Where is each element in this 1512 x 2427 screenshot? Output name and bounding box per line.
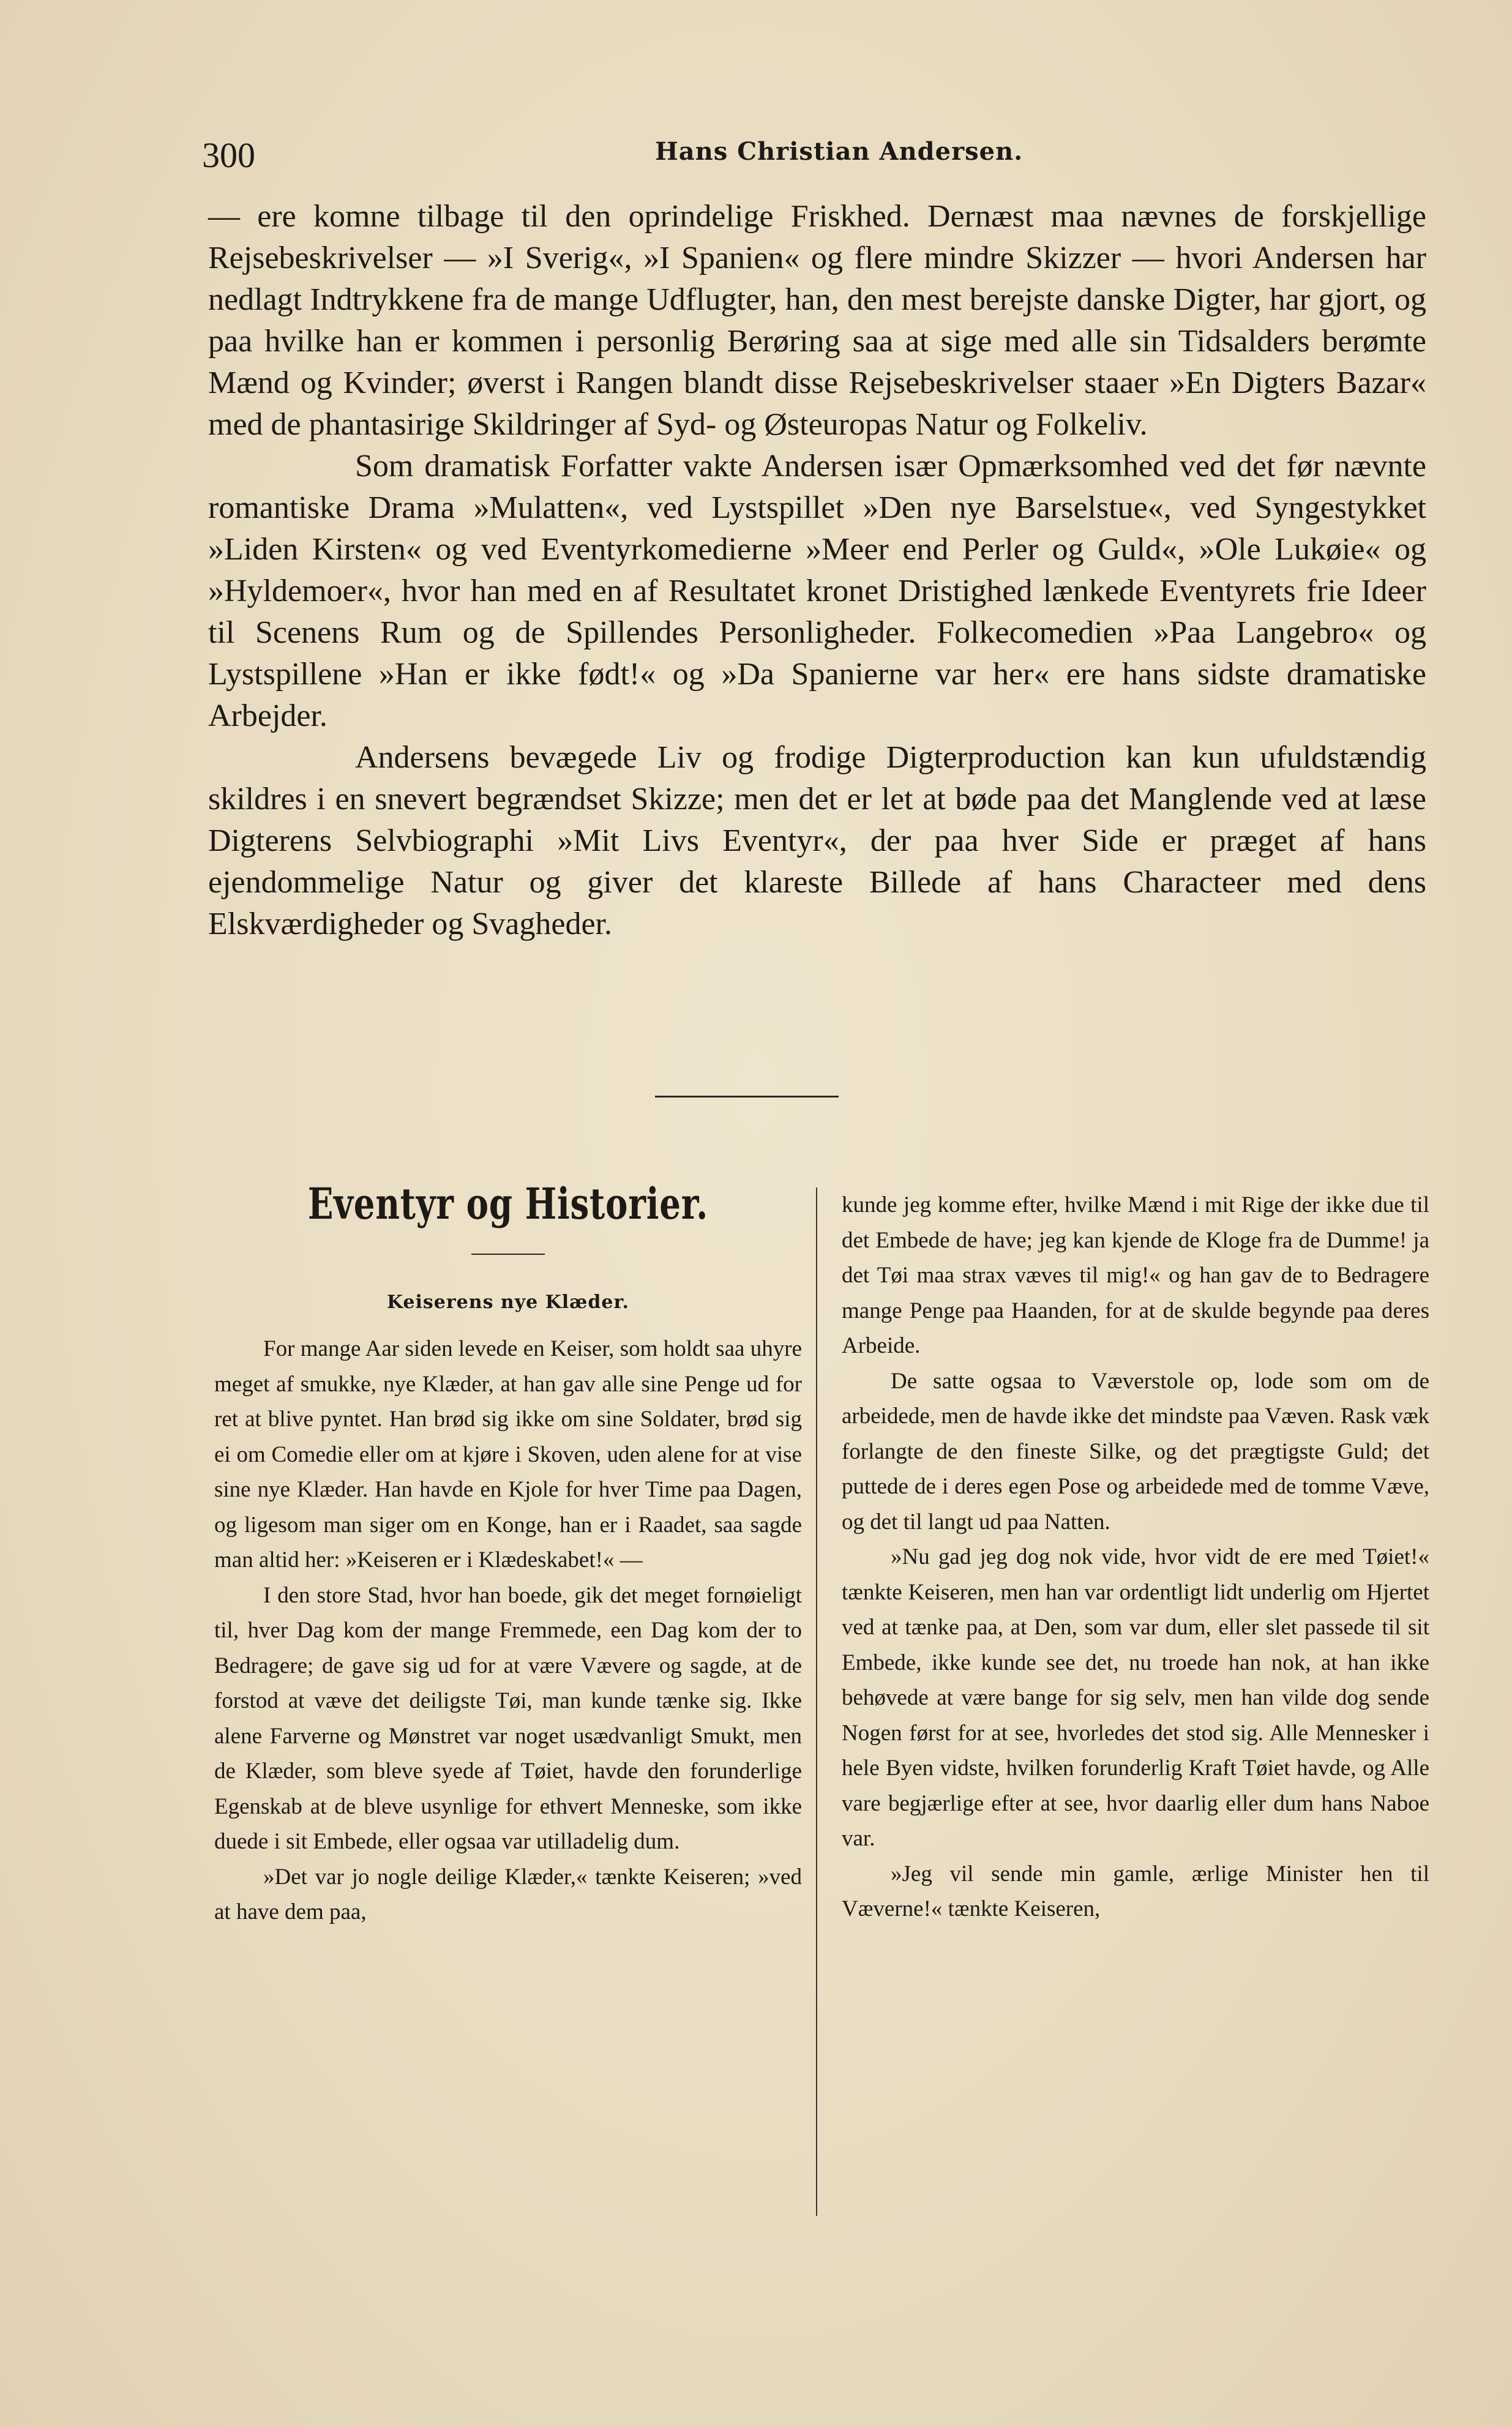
story-title: Keiserens nye Klæder. bbox=[387, 1292, 629, 1313]
paragraph: I den store Stad, hvor han boede, gik det meget fornøieligt til, hver Dag kom der mange Fremmede, een Dag kom der to Bedragere; de gave sig ud for at være Vævere og sagde, at de forstod at væve det deiligste Tøi, man kunde tænke sig. Ikke alene Farverne og Mønstret var noget usædvanligt Smukt, men de Klæder, som bleve syede af Tøiet, havde den forunderlige Egenskab at de bleve usynlige for ethvert Menneske, som ikke duede i sit Embede, eller ogsaa var utilladelig dum. bbox=[214, 1582, 802, 1854]
paragraph: — ere komne tilbage til den oprindelige Friskhed. Dernæst maa nævnes de forskjellige Rejsebeskrivelser — »I Sverig«, »I Spanien« og flere mindre Skizzer — hvori Andersen har nedlagt Indtrykkene fra de mange Udflugter, han, den mest berejste danske Digter, har gjort, og paa hvilke han er kommen i personlig Berøring saa at sige med alle sin Tidsalders berømte Mænd og Kvinder; øverst i Rangen blandt disse Rejsebeskrivelser staaer »En Digters Bazar« med de phantasirige Skildringer af Syd- og Østeuropas Natur og Folkeliv. bbox=[208, 199, 1426, 442]
paragraph: For mange Aar siden levede en Keiser, som holdt saa uhyre meget af smukke, nye Klæder, at han gav alle sine Penge ud for ret at blive pyntet. Han brød sig ikke om sine Soldater, brød sig ei om Comedie eller om at kjøre i Skoven, uden alene for at vise sine nye Klæder. Han havde en Kjole for hver Time paa Dagen, og ligesom man siger om en Konge, han er i Raadet, saa sagde man altid her: »Keiseren er i Klædeskabet!« — bbox=[214, 1336, 802, 1573]
page-header bbox=[202, 129, 1426, 178]
paragraph: kunde jeg komme efter, hvilke Mænd i mit Rige der ikke due til det Embede de have; jeg kan kjende de Kloge fra de Dumme! ja det Tøi maa strax væves til mig!« og han gav de to Bedragere mange Penge paa Haanden, for at de skulde begynde paa deres Arbeide. bbox=[842, 1192, 1429, 1358]
column-divider bbox=[816, 1187, 817, 2216]
paragraph: De satte ogsaa to Væverstole op, lode som om de arbeidede, men de havde ikke det mindste paa Væven. Rask væk forlangte de den fineste Silke, og det prægtigste Guld; det puttede de i deres egen Pose og arbeidede med de tomme Væve, og det til langt ud paa Natten. bbox=[842, 1368, 1429, 1535]
paragraph: Som dramatisk Forfatter vakte Andersen især Opmærksomhed ved det før nævnte romantiske Drama »Mulatten«, ved Lystspillet »Den nye Barselstue«, ved Syngestykket »Liden Kirsten« og ved Eventyrkomedierne »Meer end Perler og Guld«, »Ole Lukøie« og »Hyldemoer«, hvor han med en af Resultatet kronet Dristighed lænkede Eventyrets frie Ideer til Scenens Rum og de Spillendes Personligheder. Folkecomedien »Paa Langebro« og Lystspillene »Han er ikke født!« og »Da Spanierne var her« ere hans sidste dramatiske Arbejder. bbox=[208, 449, 1426, 733]
biography-text bbox=[208, 196, 1426, 945]
running-head: Hans Christian Andersen. bbox=[655, 137, 1024, 166]
section-title: Eventyr og Historier. bbox=[307, 1178, 709, 1229]
right-column bbox=[842, 1187, 1429, 1927]
title-rule bbox=[471, 1254, 545, 1255]
paragraph: »Jeg vil sende min gamle, ærlige Minister hen til Væverne!« tænkte Keiseren, bbox=[842, 1861, 1429, 1921]
left-column bbox=[214, 1178, 802, 1930]
page-number: 300 bbox=[202, 135, 255, 175]
paragraph: Andersens bevægede Liv og frodige Digterproduction kan kun ufuldstændig skildres i en snevert begrændset Skizze; men det er let at bøde paa det Manglende ved at læse Digterens Selvbiographi »Mit Livs Eventyr«, der paa hver Side er præget af hans ejendommelige Natur og giver det klareste Billede af hans Characteer med dens Elskværdigheder og Svagheder. bbox=[208, 740, 1426, 941]
paragraph: »Nu gad jeg dog nok vide, hvor vidt de ere med Tøiet!« tænkte Keiseren, men han var ordentligt lidt underlig om Hjertet ved at tænke paa, at Den, som var dum, eller slet passede til sit Embede, ikke kunde see det, nu troede han nok, at han ikke behøvede at være bange for sig selv, men han vilde dog sende Nogen først for at see, hvorledes det stod sig. Alle Mennesker i hele Byen vidste, hvilken forunderlig Kraft Tøiet havde, og Alle vare begjærlige efter at see, hvor daarlig eller dum hans Naboe var. bbox=[842, 1544, 1429, 1851]
paragraph: »Det var jo nogle deilige Klæder,« tænkte Keiseren; »ved at have dem paa, bbox=[214, 1864, 802, 1924]
section-divider bbox=[655, 1096, 839, 1098]
